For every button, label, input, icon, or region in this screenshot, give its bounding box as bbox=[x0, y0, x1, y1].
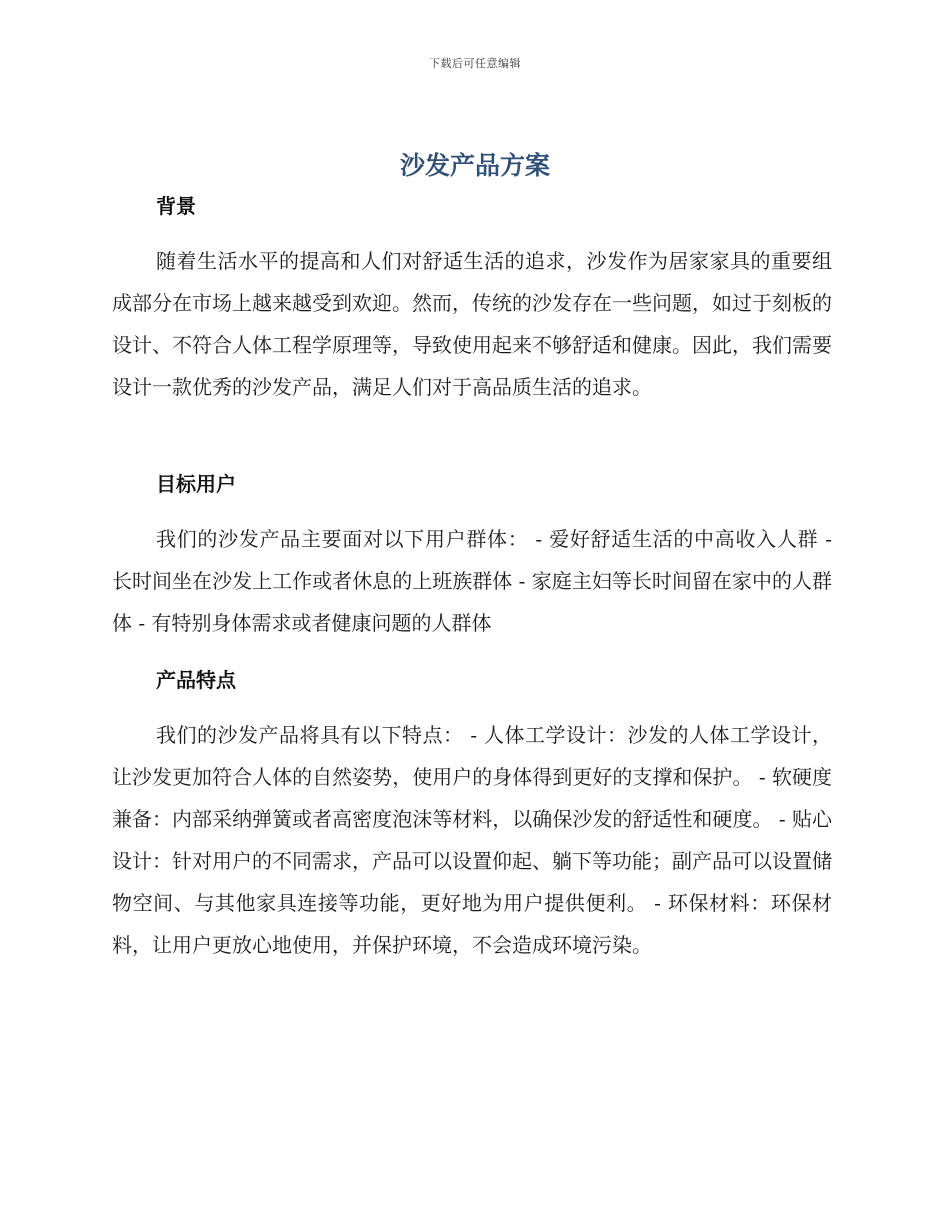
section-heading-features: 产品特点 bbox=[156, 668, 236, 692]
header-note: 下载后可任意编辑 bbox=[429, 57, 521, 70]
section-features-body bbox=[112, 714, 832, 966]
section-features bbox=[112, 666, 832, 694]
section-background-body bbox=[112, 240, 832, 408]
section-target-users bbox=[112, 470, 832, 498]
section-background bbox=[112, 192, 832, 220]
section-heading-background: 背景 bbox=[156, 194, 196, 218]
paragraph-features: 我们的沙发产品将具有以下特点： - 人体工学设计：沙发的人体工学设计，让沙发更加符合人体的自然姿势，使用户的身体得到更好的支撑和保护。 - 软硬度兼备：内部采纳弹簧或者高密度泡沫等材料，以确保沙发的舒适性和硬度。 - 贴心设计：针对用户的不同需求，产品可以设置仰起、躺下等功能；副产品可以设置储物空间、与其他家具连接等功能，更好地为用户提供便利。 - 环保材料：环保材料，让用户更放心地使用，并保护环境，不会造成环境污染。 bbox=[112, 723, 832, 957]
document-title: 沙发产品方案 bbox=[399, 151, 550, 180]
section-target-users-body bbox=[112, 518, 832, 644]
paragraph-background: 随着生活水平的提高和人们对舒适生活的追求，沙发作为居家家具的重要组成部分在市场上越来越受到欢迎。然而，传统的沙发存在一些问题，如过于刻板的设计、不符合人体工程学原理等，导致使用起来不够舒适和健康。因此，我们需要设计一款优秀的沙发产品，满足人们对于高品质生活的追求。 bbox=[112, 249, 832, 399]
paragraph-target-users: 我们的沙发产品主要面对以下用户群体： - 爱好舒适生活的中高收入人群 - 长时间坐在沙发上工作或者休息的上班族群体 - 家庭主妇等长时间留在家中的人群体 - 有特别身体需求或者健康问题的人群体 bbox=[112, 527, 832, 635]
section-heading-target-users: 目标用户 bbox=[156, 472, 236, 496]
